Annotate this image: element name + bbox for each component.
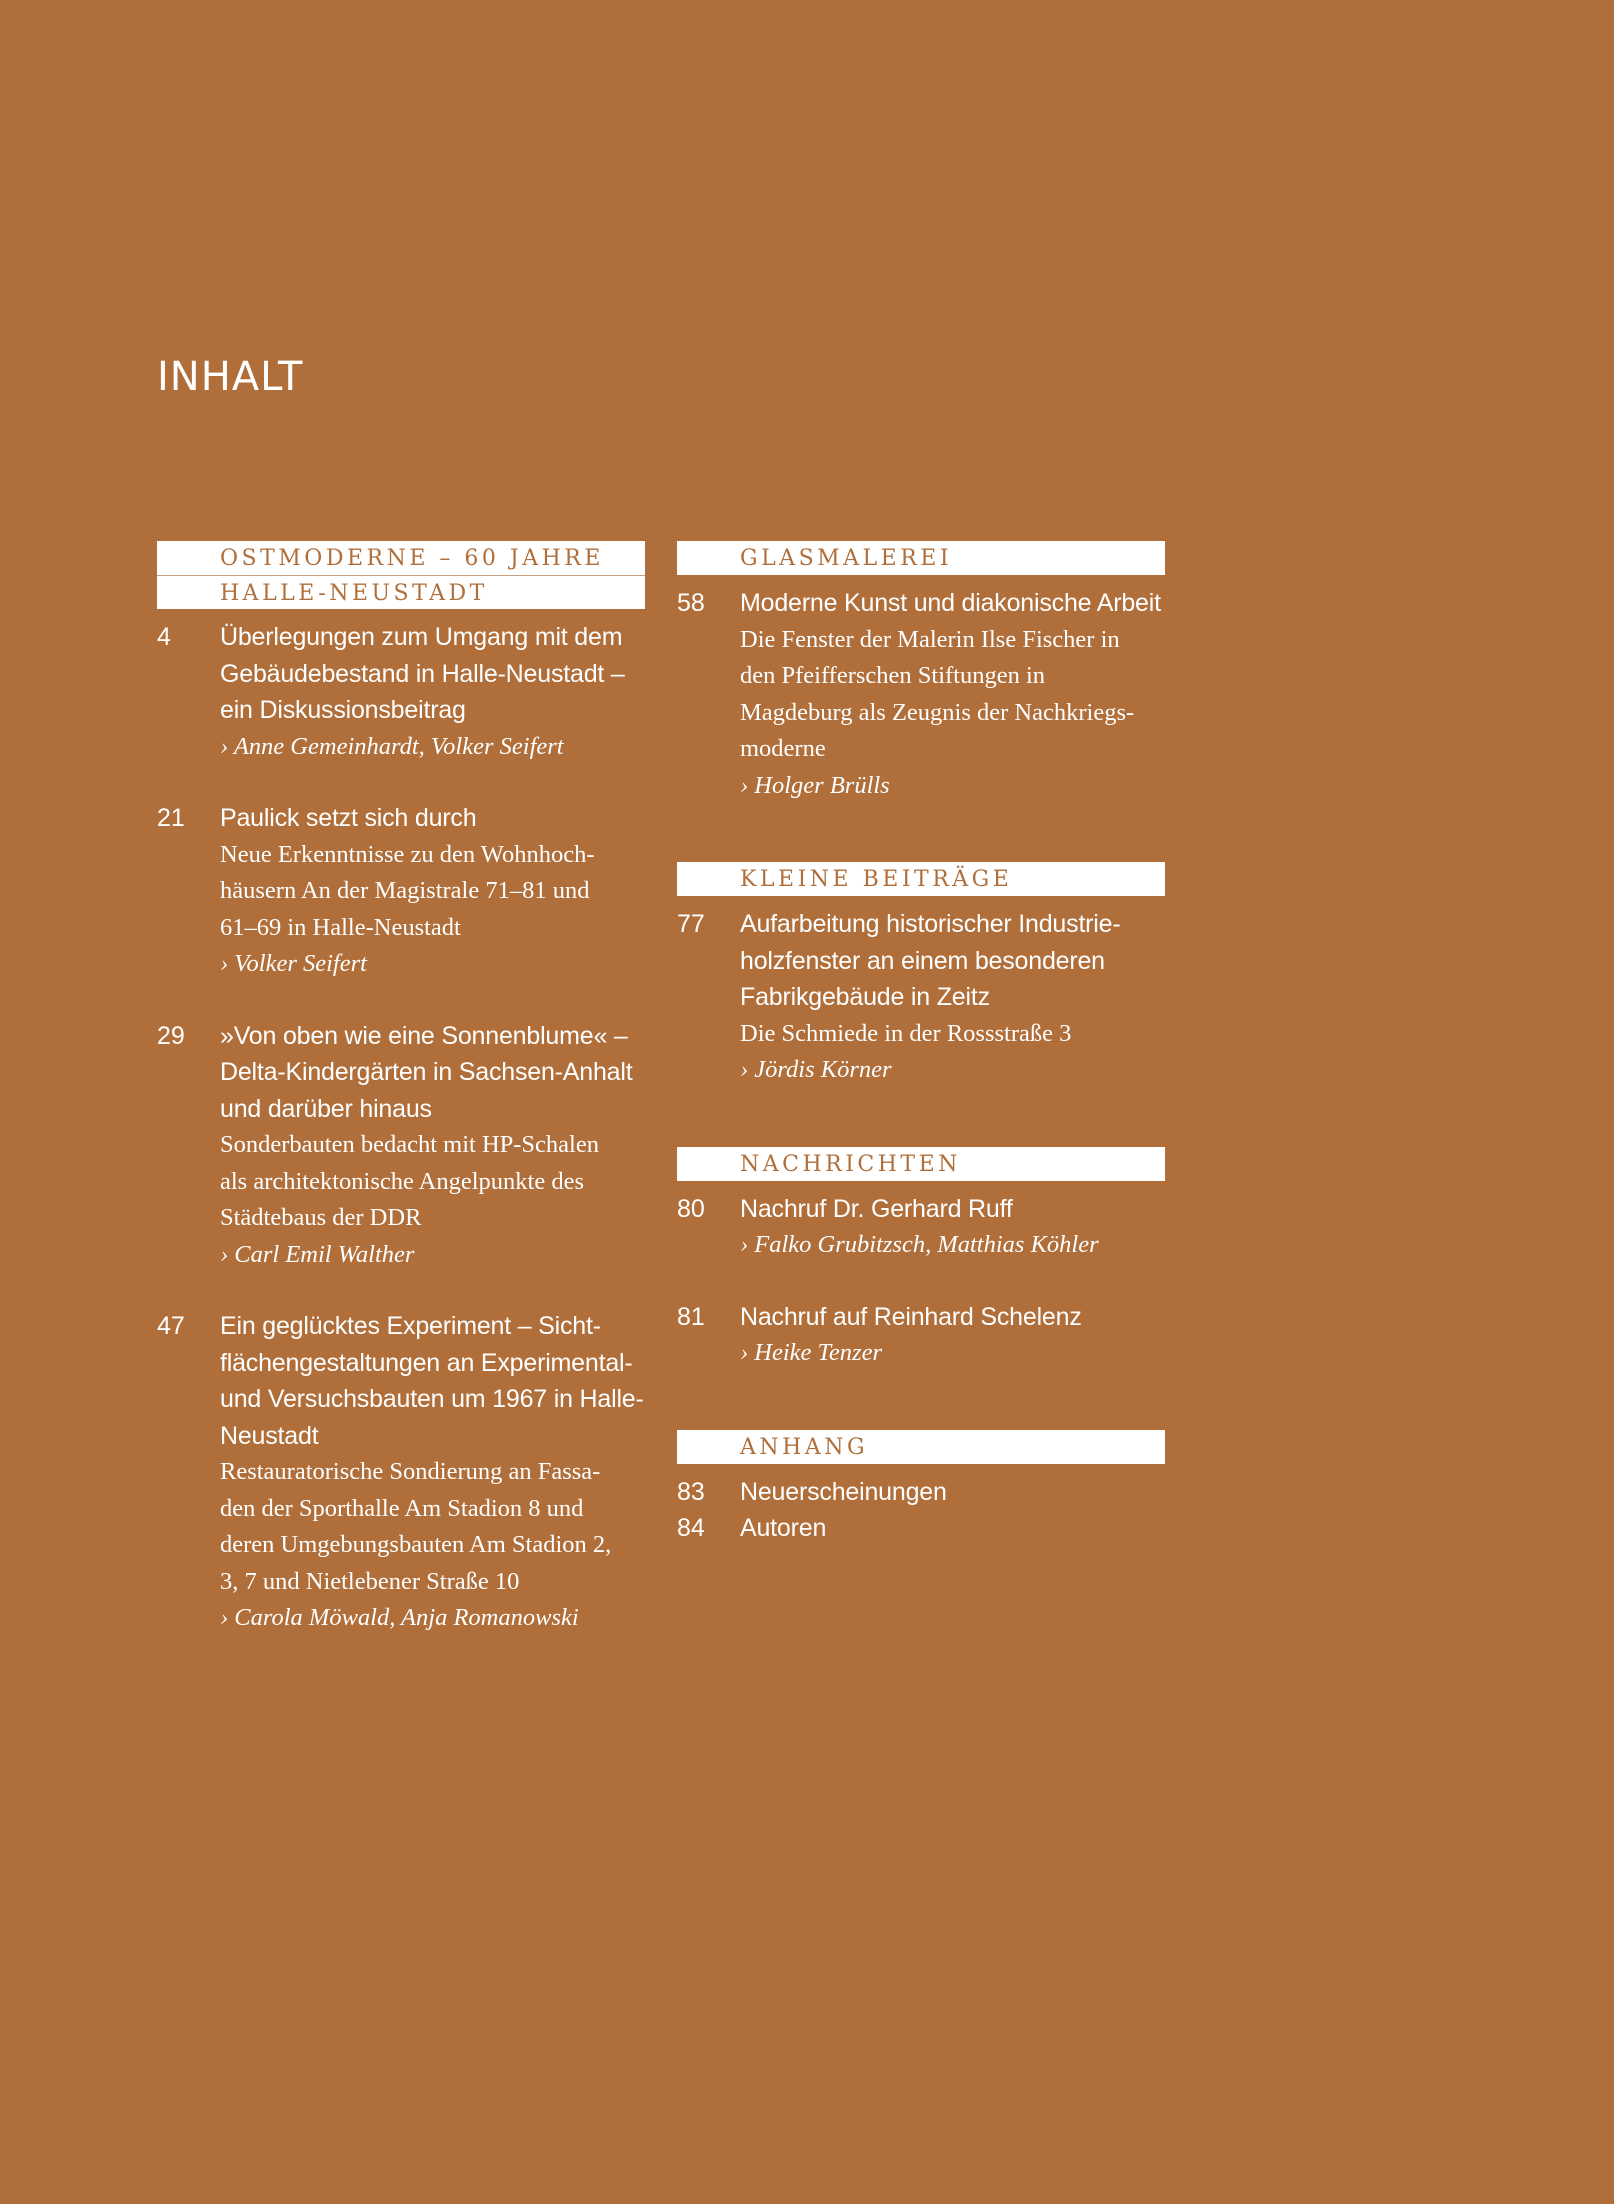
entry-subtitle: Die Fenster der Malerin Ilse Fischer in den Pfeifferschen Stiftungen in Magdeburg als Zeugnis der Nachkriegs- moderne [740,625,1135,762]
entry-subtitle: Restauratorische Sondierung an Fassa- den der Sporthalle Am Stadion 8 und deren Umgebungsbauten Am Stadion 2, 3, 7 und Nietlebener Straße 10 [220,1458,612,1595]
entry-subtitle: Neue Erkenntnisse zu den Wohnhoch- häusern An der Magistrale 71–81 und 61–69 in Halle-Neustadt [220,840,595,941]
entry-subtitle: Die Schmiede in der Rossstraße 3 [740,1019,1072,1047]
toc-entry[interactable] [677,1510,1165,1547]
page-number: 58 [677,589,705,617]
entry-title: Neuerscheinungen [740,1477,947,1506]
section-heading-ostmoderne [157,541,645,609]
page-title: INHALT [157,354,304,400]
page-number: 83 [677,1477,705,1506]
toc-column-left [157,541,645,1637]
entry-title: Moderne Kunst und diakonische Arbeit [740,589,1161,617]
entry-author: › Anne Gemeinhardt, Volker Seifert [220,732,564,760]
entry-author: › Holger Brülls [740,771,890,799]
entry-author: › Carola Möwald, Anja Romanowski [220,1604,579,1631]
toc-entry[interactable] [677,1474,1165,1511]
entry-title: Autoren [740,1514,827,1542]
entry-title: Überlegungen zum Umgang mit dem Gebäudebestand in Halle-Neustadt – ein Diskussionsbeitrag [220,623,625,724]
entry-title: Paulick setzt sich durch [220,804,477,832]
page-number: 47 [157,1312,185,1340]
section-heading-line: HALLE-NEUSTADT [157,575,645,609]
toc-entry[interactable] [677,1299,1165,1372]
page-number: 29 [157,1021,185,1050]
toc-column-right [677,541,1165,1547]
entry-title: »Von oben wie eine Sonnenblume« – Delta-Kindergärten in Sachsen-Anhalt und darüber hinaus [220,1021,633,1123]
entry-title: Ein geglücktes Experiment – Sicht- flächengestaltungen an Experimental- und Versuchsbauten um 1967 in Halle- Neustadt [220,1312,644,1450]
page-number: 84 [677,1514,705,1542]
toc-entry[interactable] [157,1018,645,1274]
entry-author: › Falko Grubitzsch, Matthias Köhler [740,1231,1099,1258]
section-heading-anhang: ANHANG [677,1430,1165,1464]
page-number: 77 [677,910,705,938]
entry-author: › Carl Emil Walther [220,1240,415,1268]
entry-title: Nachruf Dr. Gerhard Ruff [740,1194,1013,1223]
page-number: 81 [677,1302,705,1331]
toc-entry[interactable] [677,906,1165,1089]
toc-entry[interactable] [157,800,645,983]
entry-author: › Jördis Körner [740,1056,892,1083]
entry-title: Aufarbeitung historischer Industrie- holzfenster an einem besonderen Fabrikgebäude in Zeitz [740,910,1121,1011]
toc-entry[interactable] [157,619,645,765]
page-number: 80 [677,1194,705,1223]
toc-entry[interactable] [677,585,1165,804]
section-heading-nachrichten: NACHRICHTEN [677,1147,1165,1181]
entry-title: Nachruf auf Reinhard Schelenz [740,1302,1082,1331]
page-number: 4 [157,623,171,651]
section-heading-line: OSTMODERNE – 60 JAHRE [157,541,645,575]
entry-author: › Heike Tenzer [740,1339,882,1366]
entry-author: › Volker Seifert [220,950,367,977]
toc-entry[interactable] [677,1191,1165,1264]
section-heading-kleine-beitraege: KLEINE BEITRÄGE [677,862,1165,896]
page-number: 21 [157,804,185,832]
toc-entry[interactable] [157,1308,645,1637]
entry-subtitle: Sonderbauten bedacht mit HP-Schalen als architektonische Angelpunkte des Städtebaus der DDR [220,1131,599,1231]
section-heading-glasmalerei: GLASMALEREI [677,541,1165,575]
